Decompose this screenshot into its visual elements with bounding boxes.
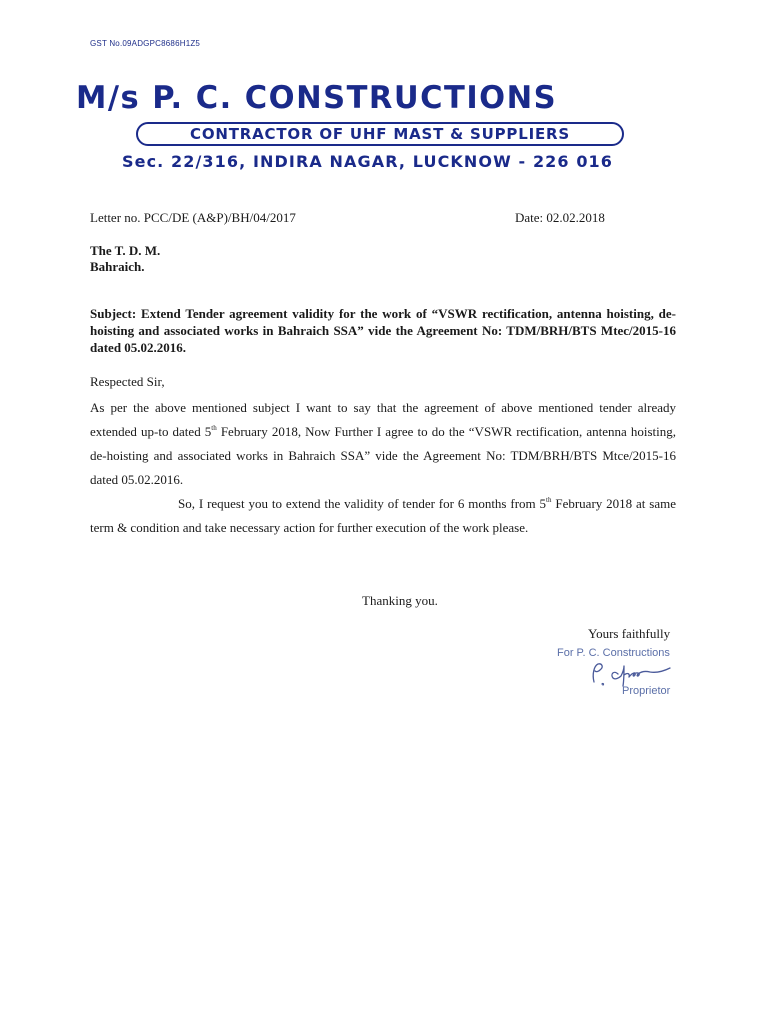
body-paragraph-2 <box>90 492 676 540</box>
body-paragraph-2-end: February 2018 at same term & condition and take necessary action for further execution of the work please. <box>90 496 676 535</box>
company-name: M/s P. C. CONSTRUCTIONS <box>76 80 558 116</box>
body-paragraph-1 <box>90 396 676 492</box>
company-tagline-text: CONTRACTOR OF UHF MAST & SUPPLIERS <box>190 125 570 143</box>
company-address: Sec. 22/316, INDIRA NAGAR, LUCKNOW - 226 016 <box>122 152 614 171</box>
handwritten-signature <box>588 660 678 688</box>
ordinal-suffix: th <box>211 424 217 432</box>
letter-number: Letter no. PCC/DE (A&P)/BH/04/2017 <box>90 210 296 225</box>
ordinal-suffix: th <box>546 496 552 504</box>
gst-number: GST No.09ADGPC8686H1Z5 <box>90 39 201 48</box>
letter-subject: Subject: Extend Tender agreement validity for the work of “VSWR rectification, antenna hoisting, de-hoisting and associated works in Bahraich SSA” vide the Agreement No: TDM/BRH/BTS Mtec/2015-16 dated 05.02.2016. <box>90 306 676 355</box>
recipient-name: The T. D. M. <box>90 243 161 258</box>
body-paragraph-1-start: As per the above mentioned subject I want to say that the agreement of above mentioned tender already extended up-to dated 5 <box>90 400 676 439</box>
body-paragraph-1-end: February 2018, Now Further I agree to do the “VSWR rectification, antenna hoisting, de-hoisting and associated works in Bahraich SSA” vide the Agreement No: TDM/BRH/BTS Mtce/2015-16 dated 05.02.2016. <box>90 424 676 487</box>
salutation: Respected Sir, <box>90 374 165 389</box>
closing-line: Yours faithfully <box>588 626 671 641</box>
stamp-company-line: For P. C. Constructions <box>557 647 670 659</box>
company-tagline <box>136 122 624 146</box>
body-paragraph-2-start: So, I request you to extend the validity of tender for 6 months from 5 <box>178 496 547 511</box>
letter-date: Date: 02.02.2018 <box>515 210 605 225</box>
thanks-line: Thanking you. <box>362 593 438 608</box>
recipient-place: Bahraich. <box>90 259 145 274</box>
stamp-title: Proprietor <box>622 685 671 697</box>
